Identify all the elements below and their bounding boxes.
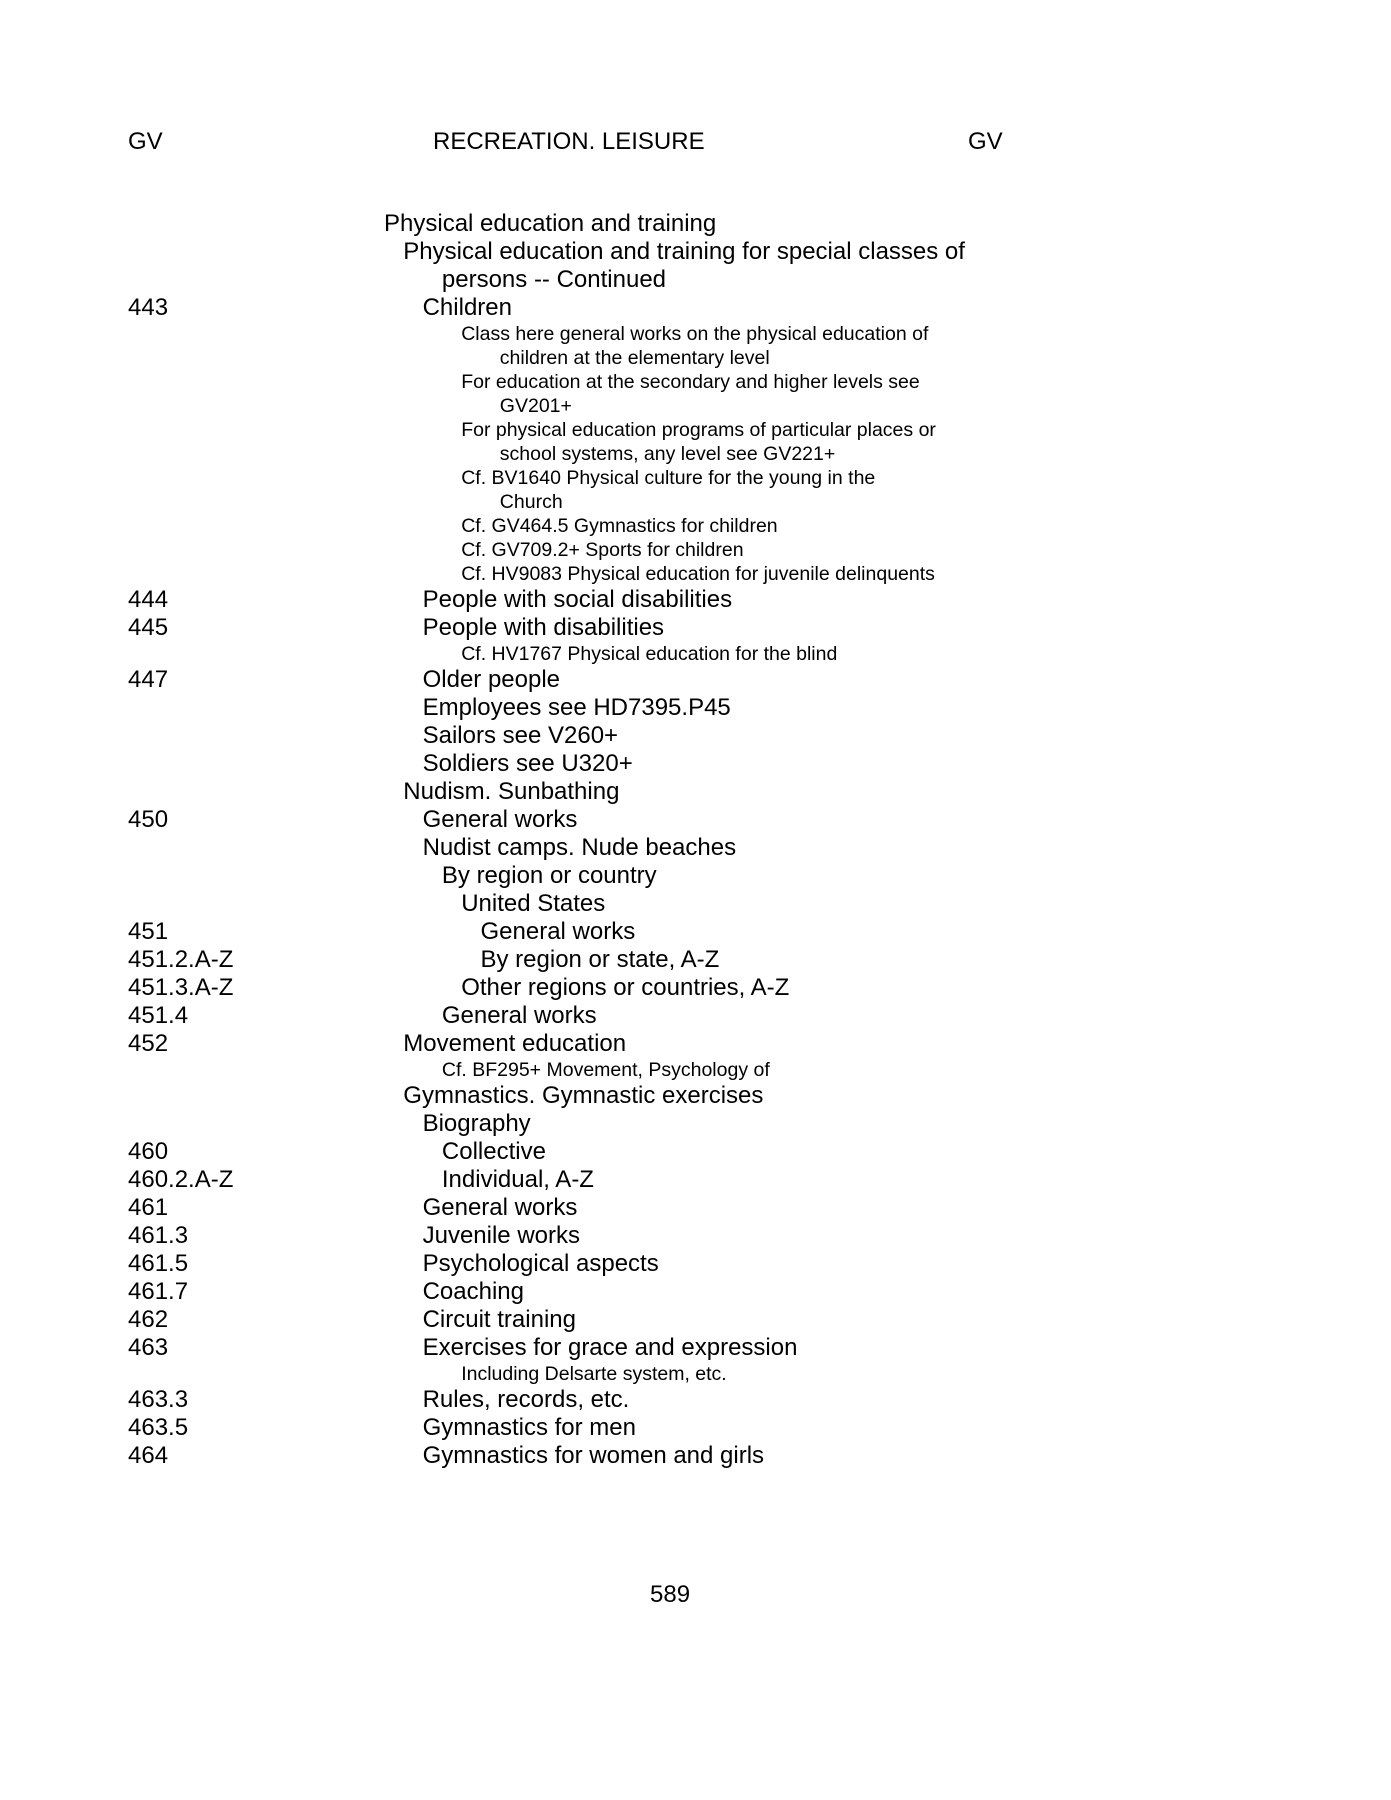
entry-caption: Sailors see V260+: [422, 722, 619, 749]
entry-caption: By region or state, A-Z: [480, 946, 720, 973]
page-number: 589: [650, 1581, 691, 1608]
running-title: RECREATION. LEISURE: [433, 128, 705, 155]
entry-note: Including Delsarte system, etc.: [461, 1363, 727, 1385]
class-number: 452: [128, 1030, 169, 1057]
entry-caption: Circuit training: [422, 1306, 576, 1333]
entry-note: Class here general works on the physical education of: [461, 323, 929, 345]
class-number: 447: [128, 666, 169, 693]
entry-note: Cf. GV709.2+ Sports for children: [461, 539, 744, 561]
class-number: 460: [128, 1138, 169, 1165]
class-number: 451: [128, 918, 169, 945]
entry-caption: General works: [422, 806, 578, 833]
entry-note: For education at the secondary and higher levels see: [461, 371, 920, 393]
entry-caption: People with disabilities: [422, 614, 665, 641]
class-number: 463.3: [128, 1386, 189, 1413]
class-number: 463: [128, 1334, 169, 1361]
entry-caption: persons -- Continued: [441, 266, 667, 293]
entry-caption: Older people: [422, 666, 561, 693]
entry-note: Cf. HV9083 Physical education for juvenile delinquents: [461, 563, 935, 585]
entry-caption: Gymnastics. Gymnastic exercises: [403, 1082, 764, 1109]
entry-caption: General works: [480, 918, 636, 945]
class-number: 461: [128, 1194, 169, 1221]
entry-caption: Collective: [441, 1138, 546, 1165]
entry-caption: Employees see HD7395.P45: [422, 694, 731, 721]
entry-note: school systems, any level see GV221+: [499, 443, 836, 465]
entry-note: children at the elementary level: [499, 347, 770, 369]
entry-caption: Children: [422, 294, 512, 321]
entry-caption: United States: [461, 890, 606, 917]
class-number: 463.5: [128, 1414, 189, 1441]
entry-note: Cf. HV1767 Physical education for the blind: [461, 643, 838, 665]
class-number: 462: [128, 1306, 169, 1333]
class-number: 460.2.A-Z: [128, 1166, 234, 1193]
class-number: 450: [128, 806, 169, 833]
entry-caption: Gymnastics for women and girls: [422, 1442, 765, 1469]
entry-caption: Exercises for grace and expression: [422, 1334, 798, 1361]
class-number: 451.3.A-Z: [128, 974, 234, 1001]
entry-caption: Coaching: [422, 1278, 524, 1305]
class-number: 451.2.A-Z: [128, 946, 234, 973]
entry-caption: Soldiers see U320+: [422, 750, 633, 777]
entry-caption: General works: [422, 1194, 578, 1221]
class-number: 461.5: [128, 1250, 189, 1277]
entry-caption: Nudism. Sunbathing: [403, 778, 620, 805]
header-right-code: GV: [968, 128, 1003, 155]
entry-caption: Psychological aspects: [422, 1250, 659, 1277]
entry-note: GV201+: [499, 395, 572, 417]
entry-caption: Individual, A-Z: [441, 1166, 594, 1193]
class-number: 451.4: [128, 1002, 189, 1029]
entry-caption: General works: [441, 1002, 597, 1029]
entry-caption: Juvenile works: [422, 1222, 580, 1249]
entry-note: Cf. GV464.5 Gymnastics for children: [461, 515, 778, 537]
entry-caption: Other regions or countries, A-Z: [461, 974, 790, 1001]
entry-caption: Rules, records, etc.: [422, 1386, 630, 1413]
class-number: 445: [128, 614, 169, 641]
entry-caption: Movement education: [403, 1030, 627, 1057]
entry-note: Cf. BF295+ Movement, Psychology of: [441, 1059, 770, 1081]
class-number: 443: [128, 294, 169, 321]
entry-caption: Gymnastics for men: [422, 1414, 636, 1441]
header-left-code: GV: [128, 128, 163, 155]
entry-note: Cf. BV1640 Physical culture for the young in the: [461, 467, 876, 489]
entry-caption: People with social disabilities: [422, 586, 733, 613]
entry-note: For physical education programs of particular places or: [461, 419, 936, 441]
entry-caption: Physical education and training for special classes of: [403, 238, 965, 265]
class-number: 461.3: [128, 1222, 189, 1249]
entry-caption: Biography: [422, 1110, 531, 1137]
entry-note: Church: [499, 491, 563, 513]
class-number: 444: [128, 586, 169, 613]
entry-caption: By region or country: [441, 862, 657, 889]
entry-caption: Nudist camps. Nude beaches: [422, 834, 737, 861]
class-number: 461.7: [128, 1278, 189, 1305]
entry-caption: Physical education and training: [384, 210, 717, 237]
class-number: 464: [128, 1442, 169, 1469]
